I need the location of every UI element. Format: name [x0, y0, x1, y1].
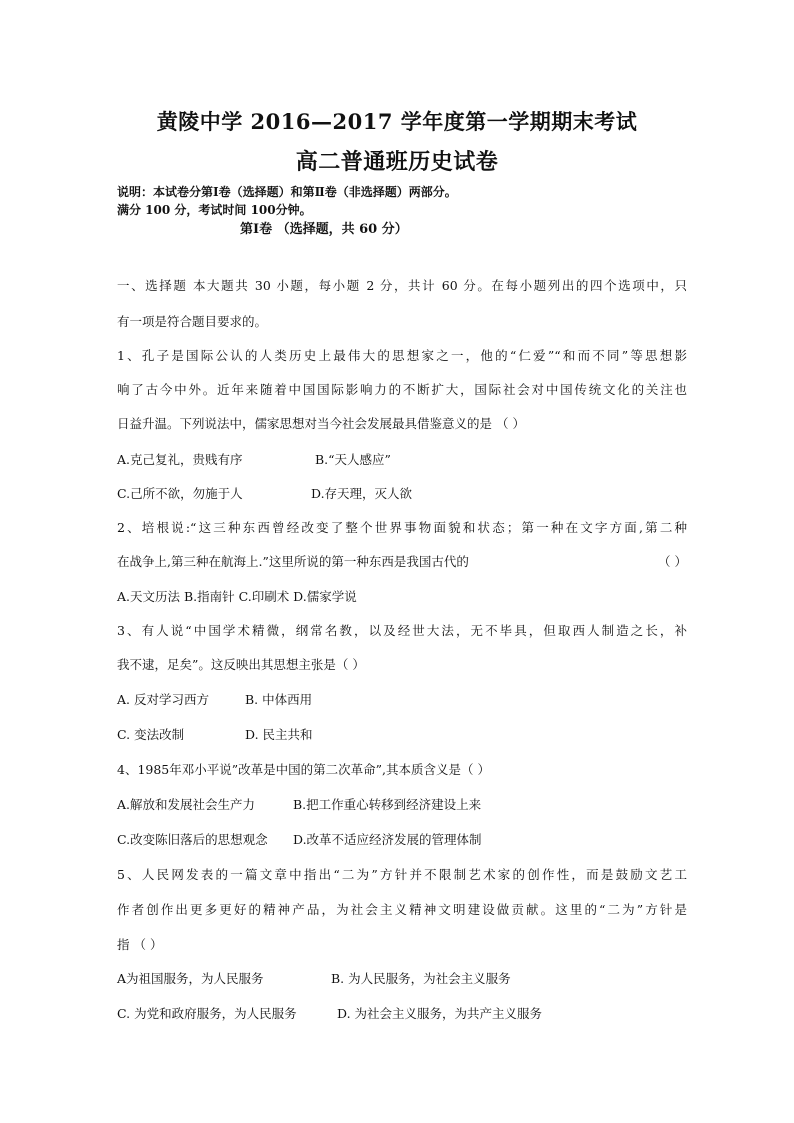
instructions-line-2: 有一项是符合题目要求的。 — [117, 314, 268, 329]
question-3-options-row-1 — [117, 690, 687, 708]
question-5-options-row-2 — [117, 1004, 687, 1022]
question-1-option-b[interactable]: B.“天人感应” — [315, 452, 391, 467]
instructions-note-1: 说明：本试卷分第Ⅰ卷（选择题）和第Ⅱ卷（非选择题）两部分。 — [117, 185, 457, 199]
question-4-options-row-2 — [117, 830, 687, 848]
question-1-options-row-2 — [117, 484, 687, 502]
question-3-options-row-2 — [117, 725, 687, 743]
question-3-option-b[interactable]: B. 中体西用 — [245, 692, 313, 707]
question-1-option-a[interactable]: A.克己复礼，贵贱有序 — [117, 452, 243, 467]
question-1-options-row-1 — [117, 450, 687, 468]
question-4-options-row-1 — [117, 795, 687, 813]
question-5-option-c[interactable]: C. 为党和政府服务，为人民服务 — [117, 1006, 297, 1021]
question-3-line-1: 3、有人说“中国学术精微，纲常名教，以及经世大法，无不毕具，但取西人制造之长，补 — [117, 623, 687, 638]
question-5-line-3: 指 （ ） — [117, 937, 163, 952]
question-1-line-3: 日益升温。下列说法中，儒家思想对当今社会发展最具借鉴意义的是 （ ） — [117, 416, 525, 431]
question-3-line-2: 我不逮，足矣”。这反映出其思想主张是（ ） — [117, 657, 365, 672]
instructions-line-1: 一、选择题 本大题共 30 小题，每小题 2 分，共计 60 分。在每小题列出的四个选项中，只 — [117, 278, 687, 293]
exam-title: 黄陵中学 2016—2017 学年度第一学期期末考试 — [156, 109, 638, 134]
question-2-line-1: 2、培根说:“这三种东西曾经改变了整个世界事物面貌和状态；第一种在文字方面,第二种 — [117, 520, 687, 535]
question-5-line-1: 5、人民网发表的一篇文章中指出“二为”方针并不限制艺术家的创作性，而是鼓励文艺工 — [117, 867, 687, 882]
question-3-option-d[interactable]: D. 民主共和 — [245, 727, 313, 742]
question-2-options[interactable]: A.天文历法 B.指南针 C.印刷术 D.儒家学说 — [117, 589, 357, 604]
question-2-line-2 — [117, 552, 687, 570]
section-heading: 第Ⅰ卷 （选择题，共 60 分） — [240, 222, 408, 237]
question-5-line-2: 作者创作出更多更好的精神产品，为社会主义精神文明建设做贡献。这里的“二为”方针是 — [117, 902, 687, 917]
question-4-option-d[interactable]: D.改革不适应经济发展的管理体制 — [293, 832, 482, 847]
question-4-option-c[interactable]: C.改变陈旧落后的思想观念 — [117, 832, 268, 847]
question-4-line-1: 4、1985年邓小平说”改革是中国的第二次革命”,其本质含义是（ ） — [117, 762, 490, 777]
question-1-option-c[interactable]: C.己所不欲，勿施于人 — [117, 486, 243, 501]
question-1-line-1: 1、孔子是国际公认的人类历史上最伟大的思想家之一，他的“仁爱”“和而不同”等思想影 — [117, 348, 687, 363]
question-2-answer-paren: （ ） — [658, 554, 687, 569]
question-5-option-a[interactable]: A为祖国服务，为人民服务 — [117, 971, 264, 986]
question-4-option-a[interactable]: A.解放和发展社会生产力 — [117, 797, 256, 812]
question-5-options-row-1 — [117, 969, 687, 987]
question-5-option-b[interactable]: B. 为人民服务，为社会主义服务 — [331, 971, 511, 986]
question-2-line-2-text: 在战争上,第三种在航海上.”这里所说的第一种东西是我国古代的 — [117, 554, 469, 569]
exam-subtitle: 高二普通班历史试卷 — [295, 149, 499, 175]
question-1-line-2: 响了古今中外。近年来随着中国国际影响力的不断扩大，国际社会对中国传统文化的关注也 — [117, 382, 687, 397]
question-1-option-d[interactable]: D.存天理，灭人欲 — [311, 486, 413, 501]
question-3-option-c[interactable]: C. 变法改制 — [117, 727, 185, 742]
question-4-option-b[interactable]: B.把工作重心转移到经济建设上来 — [293, 797, 482, 812]
question-5-option-d[interactable]: D. 为社会主义服务，为共产主义服务 — [337, 1006, 543, 1021]
question-3-option-a[interactable]: A. 反对学习西方 — [117, 692, 209, 707]
instructions-note-2: 满分 100 分，考试时间 100分钟。 — [117, 203, 312, 217]
